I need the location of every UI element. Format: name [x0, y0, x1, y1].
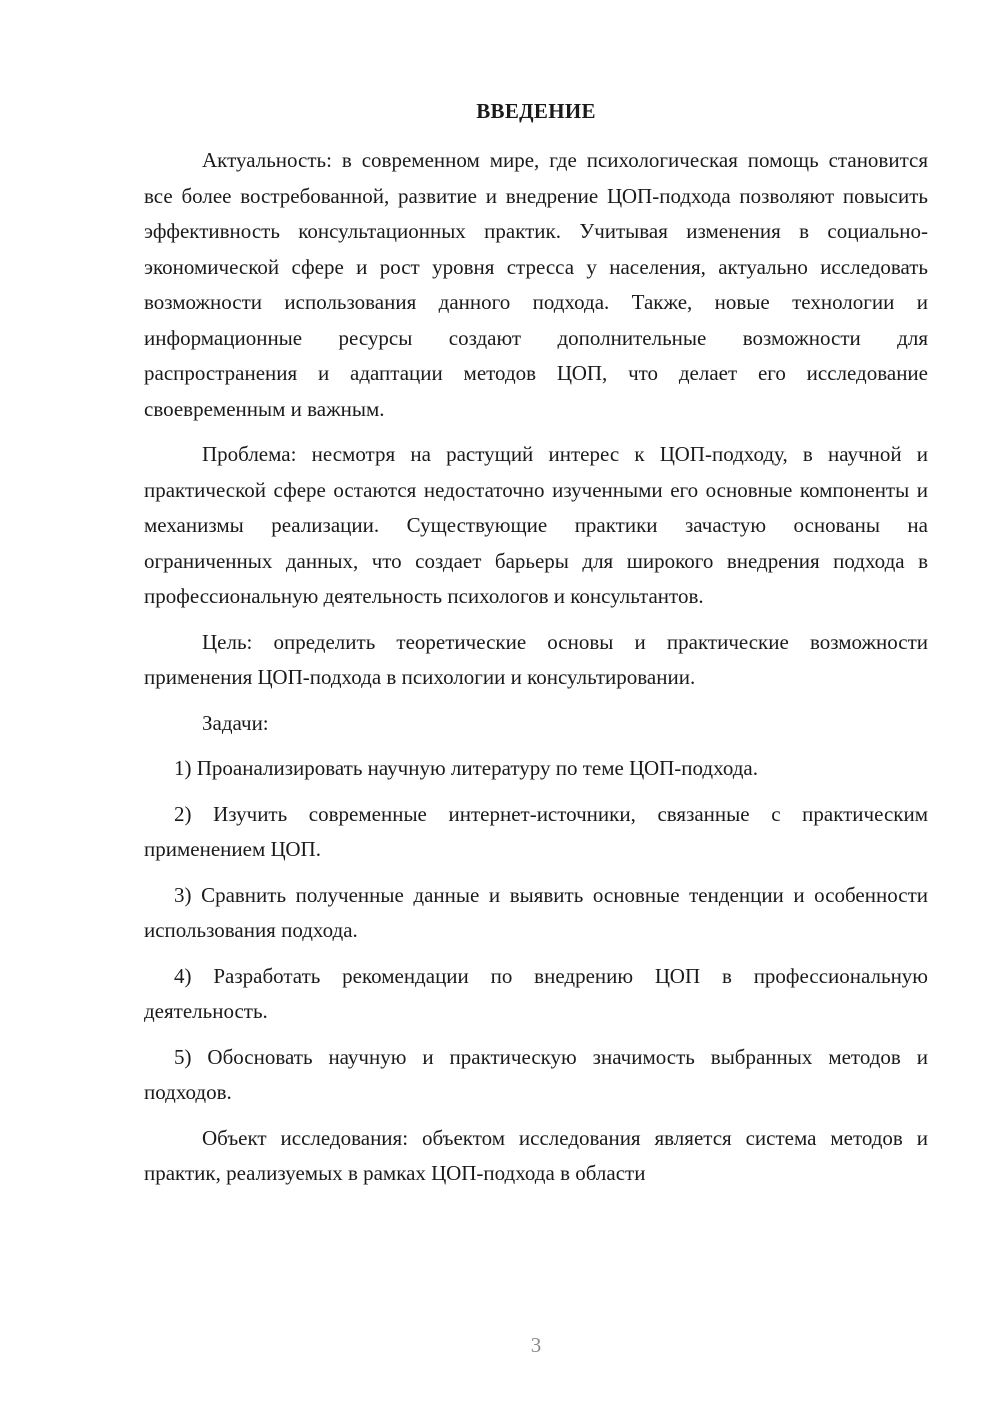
section-heading: ВВЕДЕНИЕ: [476, 99, 596, 123]
tasks-label: Задачи:: [202, 710, 269, 735]
paragraph-object: Объект исследования: объектом исследования является система методов и практик, реализуемых в рамках ЦОП-подхода в области: [144, 1125, 928, 1185]
paragraph-goal: Цель: определить теоретические основы и практические возможности применения ЦОП-подхода в психологии и консультировании.: [144, 629, 928, 689]
task-item-3: 3) Сравнить полученные данные и выявить основные тенденции и особенности использования подхода.: [144, 882, 928, 942]
task-item-1: 1) Проанализировать научную литературу по теме ЦОП-подхода.: [174, 756, 758, 780]
page-content: [144, 94, 928, 1202]
task-item-5: 5) Обосновать научную и практическую значимость выбранных методов и подходов.: [144, 1044, 928, 1104]
paragraph-relevance: Актуальность: в современном мире, где психологическая помощь становится все более востребованной, развитие и внедрение ЦОП-подхода позволяют повысить эффективность консультационных практик. Учитывая изменения в социально-экономической сфере и рост уровня стресса у населения, актуально исследовать возможности использования данного подхода. Также, новые технологии и информационные ресурсы создают дополнительные возможности для распространения и адаптации методов ЦОП, что делает его исследование своевременным и важным.: [144, 148, 928, 421]
task-item-2: 2) Изучить современные интернет-источники, связанные с практическим применением ЦОП.: [144, 801, 928, 861]
paragraph-problem: Проблема: несмотря на растущий интерес к ЦОП-подходу, в научной и практической сфере остаются недостаточно изученными его основные компоненты и механизмы реализации. Существующие практики зачастую основаны на ограниченных данных, что создает барьеры для широкого внедрения подхода в профессиональную деятельность психологов и консультантов.: [144, 442, 928, 608]
task-item-4: 4) Разработать рекомендации по внедрению ЦОП в профессиональную деятельность.: [144, 963, 928, 1023]
page-number: 3: [530, 1333, 542, 1357]
